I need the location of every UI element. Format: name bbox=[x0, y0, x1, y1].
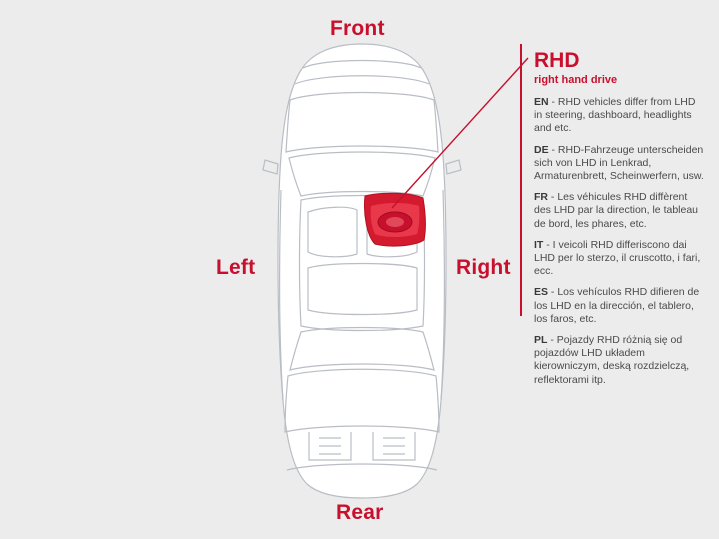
description-entry-pl bbox=[534, 334, 705, 387]
language-code-pl: PL bbox=[534, 334, 548, 347]
language-code-fr: FR bbox=[534, 191, 548, 204]
description-entry-es bbox=[534, 286, 705, 326]
description-entry-de bbox=[534, 144, 705, 184]
description-text-it: - I veicoli RHD differiscono dai LHD per lo sterzo, il cruscotto, i fari, ecc. bbox=[534, 238, 701, 278]
car-top-view-illustration bbox=[245, 40, 480, 500]
description-entry-en bbox=[534, 96, 705, 136]
language-code-de: DE bbox=[534, 143, 549, 156]
description-text-fr: - Les véhicules RHD diffèrent des LHD par la direction, le tableau de bord, les phares, etc. bbox=[534, 191, 699, 230]
language-code-es: ES bbox=[534, 286, 549, 299]
highlight-driver-area bbox=[364, 193, 425, 246]
orientation-label-front: Front bbox=[330, 17, 385, 40]
description-text-es: - Los vehículos RHD difieren de los LHD en la dirección, el tablero, los faros, etc. bbox=[534, 286, 700, 325]
panel-title: RHD bbox=[534, 49, 580, 72]
orientation-label-rear: Rear bbox=[336, 501, 384, 524]
description-text-pl: - Pojazdy RHD różnią się od pojazdów LHD układem kierowniczym, deską rozdzielczą, reflektorami itp. bbox=[534, 334, 690, 386]
language-code-it: IT bbox=[534, 238, 544, 251]
description-text-de: - RHD-Fahrzeuge unterscheiden sich von LHD in Lenkrad, Armaturenbrett, Scheinwerfern, usw. bbox=[534, 143, 704, 183]
orientation-label-left: Left bbox=[216, 256, 256, 279]
orientation-label-right: Right bbox=[456, 256, 511, 279]
panel-subtitle: right hand drive bbox=[534, 74, 618, 86]
description-entry-fr bbox=[534, 191, 705, 231]
language-code-en: EN bbox=[534, 96, 549, 108]
description-entry-it bbox=[534, 239, 705, 279]
rhd-info-panel bbox=[520, 44, 705, 386]
description-text-en: - RHD vehicles differ from LHD in steering, dashboard, headlights and etc. bbox=[534, 96, 696, 135]
